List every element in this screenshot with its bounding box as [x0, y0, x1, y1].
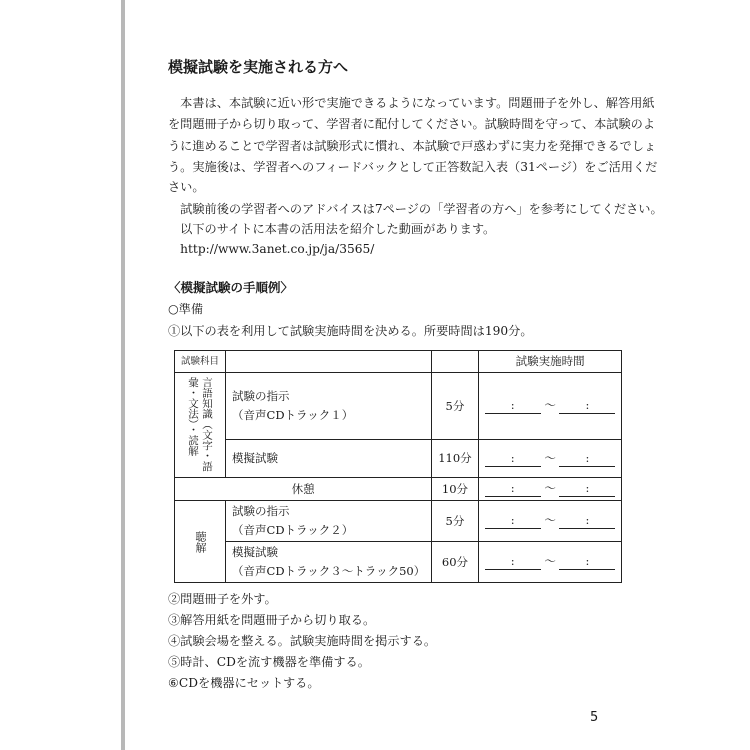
- item-sub: （音声CDトラック２）: [232, 523, 354, 537]
- header-time: 試験実施時間: [478, 351, 622, 373]
- intro-line: う。実施後は、学習者へのフィードバックとして正答数記入表（31ページ）をご活用くだ: [168, 160, 658, 174]
- prep-label: ○準備: [168, 302, 204, 316]
- section-language: 言語知識（文字・語彙・文法）・読解: [175, 373, 226, 478]
- tilde: ～: [544, 513, 556, 527]
- intro-line: 以下のサイトに本書の活用法を紹介した動画があります。: [168, 222, 496, 236]
- tilde: ～: [544, 554, 556, 568]
- end-time-blank[interactable]: :: [559, 513, 615, 529]
- row-minutes: 5分: [432, 373, 478, 440]
- end-time-blank[interactable]: :: [559, 481, 615, 497]
- tilde: ～: [544, 398, 556, 413]
- break-label: 休憩: [175, 478, 432, 501]
- row-item: [226, 501, 432, 542]
- row-item: [226, 542, 432, 583]
- time-field[interactable]: [478, 501, 622, 542]
- page-edge: [121, 0, 125, 750]
- time-field[interactable]: [478, 478, 622, 501]
- time-field[interactable]: [478, 440, 622, 478]
- step-2: ②問題冊子を外す。: [168, 592, 277, 606]
- header-subject: 試験科目: [175, 351, 226, 373]
- start-time-blank[interactable]: :: [485, 398, 541, 414]
- url-link[interactable]: http://www.3anet.co.jp/ja/3565/: [168, 242, 375, 256]
- time-field[interactable]: [478, 542, 622, 583]
- row-minutes: 110分: [432, 440, 478, 478]
- page-title: 模擬試験を実施される方へ: [168, 58, 349, 76]
- row-minutes: 10分: [432, 478, 478, 501]
- intro-line: を問題冊子から切り取って、学習者に配付してください。試験時間を守って、本試験のよ: [168, 117, 656, 131]
- intro-line: さい。: [168, 180, 205, 194]
- start-time-blank[interactable]: :: [485, 481, 541, 497]
- section-listening: [175, 501, 226, 583]
- page-number: 5: [590, 710, 599, 725]
- steps-list: [168, 591, 708, 691]
- item-sub: （音声CDトラック３～トラック50）: [232, 564, 426, 578]
- time-field[interactable]: [478, 373, 622, 440]
- item-label: 試験の指示: [232, 389, 290, 404]
- start-time-blank[interactable]: :: [485, 554, 541, 570]
- start-time-blank[interactable]: :: [485, 513, 541, 529]
- header-empty: [226, 351, 432, 373]
- intro-line: 試験前後の学習者へのアドバイスは7ページの「学習者の方へ」を参考にしてください。: [168, 202, 663, 216]
- header-empty: [432, 351, 478, 373]
- row-minutes: 60分: [432, 542, 478, 583]
- procedure-body: [168, 350, 708, 696]
- intro-line: うに進めることで学習者は試験形式に慣れ、本試験で戸惑わずに実力を発揮できるでしょ: [168, 139, 657, 153]
- end-time-blank[interactable]: :: [559, 554, 615, 570]
- tilde: ～: [544, 450, 556, 465]
- step-1: ①以下の表を利用して試験実施時間を決める。所要時間は190分。: [168, 324, 533, 338]
- step-6: ⑥CDを機器にセットする。: [168, 676, 320, 690]
- procedure-heading: 〈模擬試験の手順例〉: [168, 280, 294, 295]
- end-time-blank[interactable]: :: [559, 451, 615, 467]
- start-time-blank[interactable]: :: [485, 451, 541, 467]
- row-minutes: 5分: [432, 501, 478, 542]
- intro-line: 本書は、本試験に近い形で実施できるようになっています。問題冊子を外し、解答用紙: [168, 96, 655, 110]
- end-time-blank[interactable]: :: [559, 398, 615, 414]
- tilde: ～: [544, 481, 556, 495]
- row-item: [226, 373, 432, 440]
- step-5: ⑤時計、CDを流す機器を準備する。: [168, 655, 370, 669]
- item-label: 試験の指示: [232, 504, 290, 518]
- item-sub: （音声CDトラック１）: [232, 408, 354, 423]
- item-label: 模擬試験: [232, 545, 279, 559]
- section-listening-label: 聴解: [194, 530, 207, 553]
- row-item: 模擬試験: [226, 440, 432, 478]
- schedule-table: [174, 350, 622, 583]
- step-4: ④試験会場を整える。試験実施時間を掲示する。: [168, 634, 437, 648]
- step-3: ③解答用紙を問題冊子から切り取る。: [168, 613, 376, 627]
